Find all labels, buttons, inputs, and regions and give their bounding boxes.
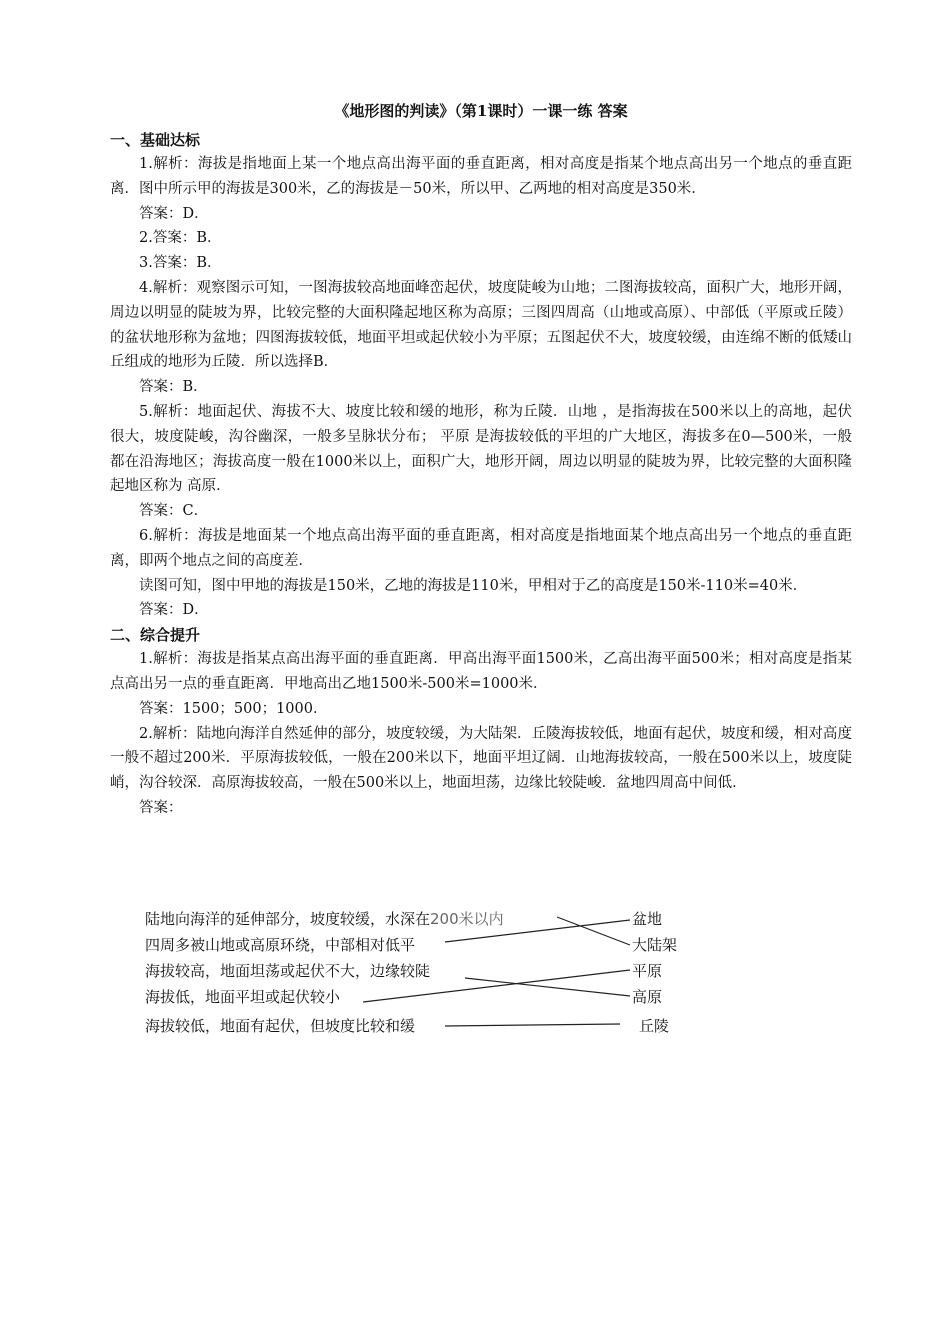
- document-page: [110, 96, 852, 821]
- answer-line: 答案：D．: [139, 602, 209, 619]
- answer-line: 2.答案：B．: [139, 230, 222, 247]
- matching-diagram: [145, 908, 705, 1043]
- answer-line: 答案：D．: [139, 205, 209, 222]
- answer-line: 答案：B．: [139, 379, 208, 396]
- answer-line: 答案：C．: [139, 503, 209, 520]
- paragraph: 6.解析：海拔是地面某一个地点高出海平面的垂直距离，相对高度是指地面某个地点高出另一个地点的垂直距离，即两个地点之间的高度差．: [110, 527, 852, 569]
- match-right-item: 高原: [632, 988, 663, 1006]
- match-left-item: 陆地向海洋的延伸部分，坡度较缓，水深在200米以内: [145, 910, 504, 928]
- paragraph: 2.解析：陆地向海洋自然延伸的部分，坡度较缓，为大陆架．丘陵海拔较低，地面有起伏，坡度和缓，相对高度一般不超过200米．平原海拔较低，一般在200米以下，地面平坦辽阔．山地海拔较高，一般在500米以上，坡度陡峭，沟谷较深．高原海拔较高，一般在500米以上，地面坦荡，边缘比较陡峻．盆地四周高中间低．: [110, 725, 852, 792]
- paragraph: 4.解析：观察图示可知，一图海拔较高地面峰峦起伏，坡度陡峻为山地；二图海拔较高，面积广大，地形开阔，周边以明显的陡坡为界，比较完整的大面积隆起地区称为高原；三图四周高（山地或高原）、中部低（平原或丘陵）的盆状地形称为盆地；四图海拔较低，地面平坦或起伏较小为平原；五图起伏不大，坡度较缓，由连绵不断的低矮山丘组成的地形为丘陵．所以选择B．: [110, 279, 852, 371]
- match-left-item: 四周多被山地或高原环绕，中部相对低平: [145, 936, 416, 954]
- match-right-item: 平原: [632, 962, 663, 980]
- answer-line: 答案：: [139, 799, 183, 816]
- paragraph: 读图可知，图中甲地的海拔是150米，乙地的海拔是110米，甲相对于乙的高度是150米-110米=40米．: [139, 577, 808, 594]
- match-right-item: 丘陵: [639, 1017, 670, 1035]
- paragraph: 5.解析：地面起伏、海拔不大、坡度比较和缓的地形，称为丘陵．山地 ，是指海拔在500米以上的高地，起伏很大，坡度陡峻，沟谷幽深，一般多呈脉状分布； 平原 是海拔较低的平坦的广大地区，海拔多在0—500米，一般都在沿海地区；海拔高度一般在1000米以上，面积广大，地形开阔，周边以明显的陡坡为界，比较完整的大面积隆起地区称为 高原．: [110, 403, 852, 495]
- answer-line: 3.答案：B．: [139, 255, 222, 272]
- answer-line: 答案：1500；500；1000．: [139, 700, 328, 717]
- paragraph: 1.解析：海拔是指某点高出海平面的垂直距离．甲高出海平面1500米，乙高出海平面500米；相对高度是指某点高出另一点的垂直距离．甲地高出乙地1500米-500米=1000米．: [110, 651, 852, 692]
- section-heading-basic: 一、基础达标: [110, 131, 201, 149]
- match-left-item: 海拔较低，地面有起伏，但坡度比较和缓: [145, 1017, 416, 1035]
- match-right-item: 大陆架: [632, 936, 678, 954]
- document-title: 《地形图的判读》（第1课时）一课一练 答案: [334, 102, 628, 120]
- paragraph: 1.解析：海拔是指地面上某一个地点高出海平面的垂直距离，相对高度是指某个地点高出另一个地点的垂直距离．图中所示甲的海拔是300米，乙的海拔是－50米，所以甲、乙两地的相对高度是350米．: [110, 156, 852, 197]
- match-line: [445, 1024, 620, 1026]
- match-left-item: 海拔低，地面平坦或起伏较小: [145, 988, 341, 1006]
- match-left-item: 海拔较高，地面坦荡或起伏不大，边缘较陡: [145, 962, 431, 980]
- match-right-item: 盆地: [632, 910, 663, 928]
- section-heading-advanced: 二、综合提升: [110, 626, 201, 645]
